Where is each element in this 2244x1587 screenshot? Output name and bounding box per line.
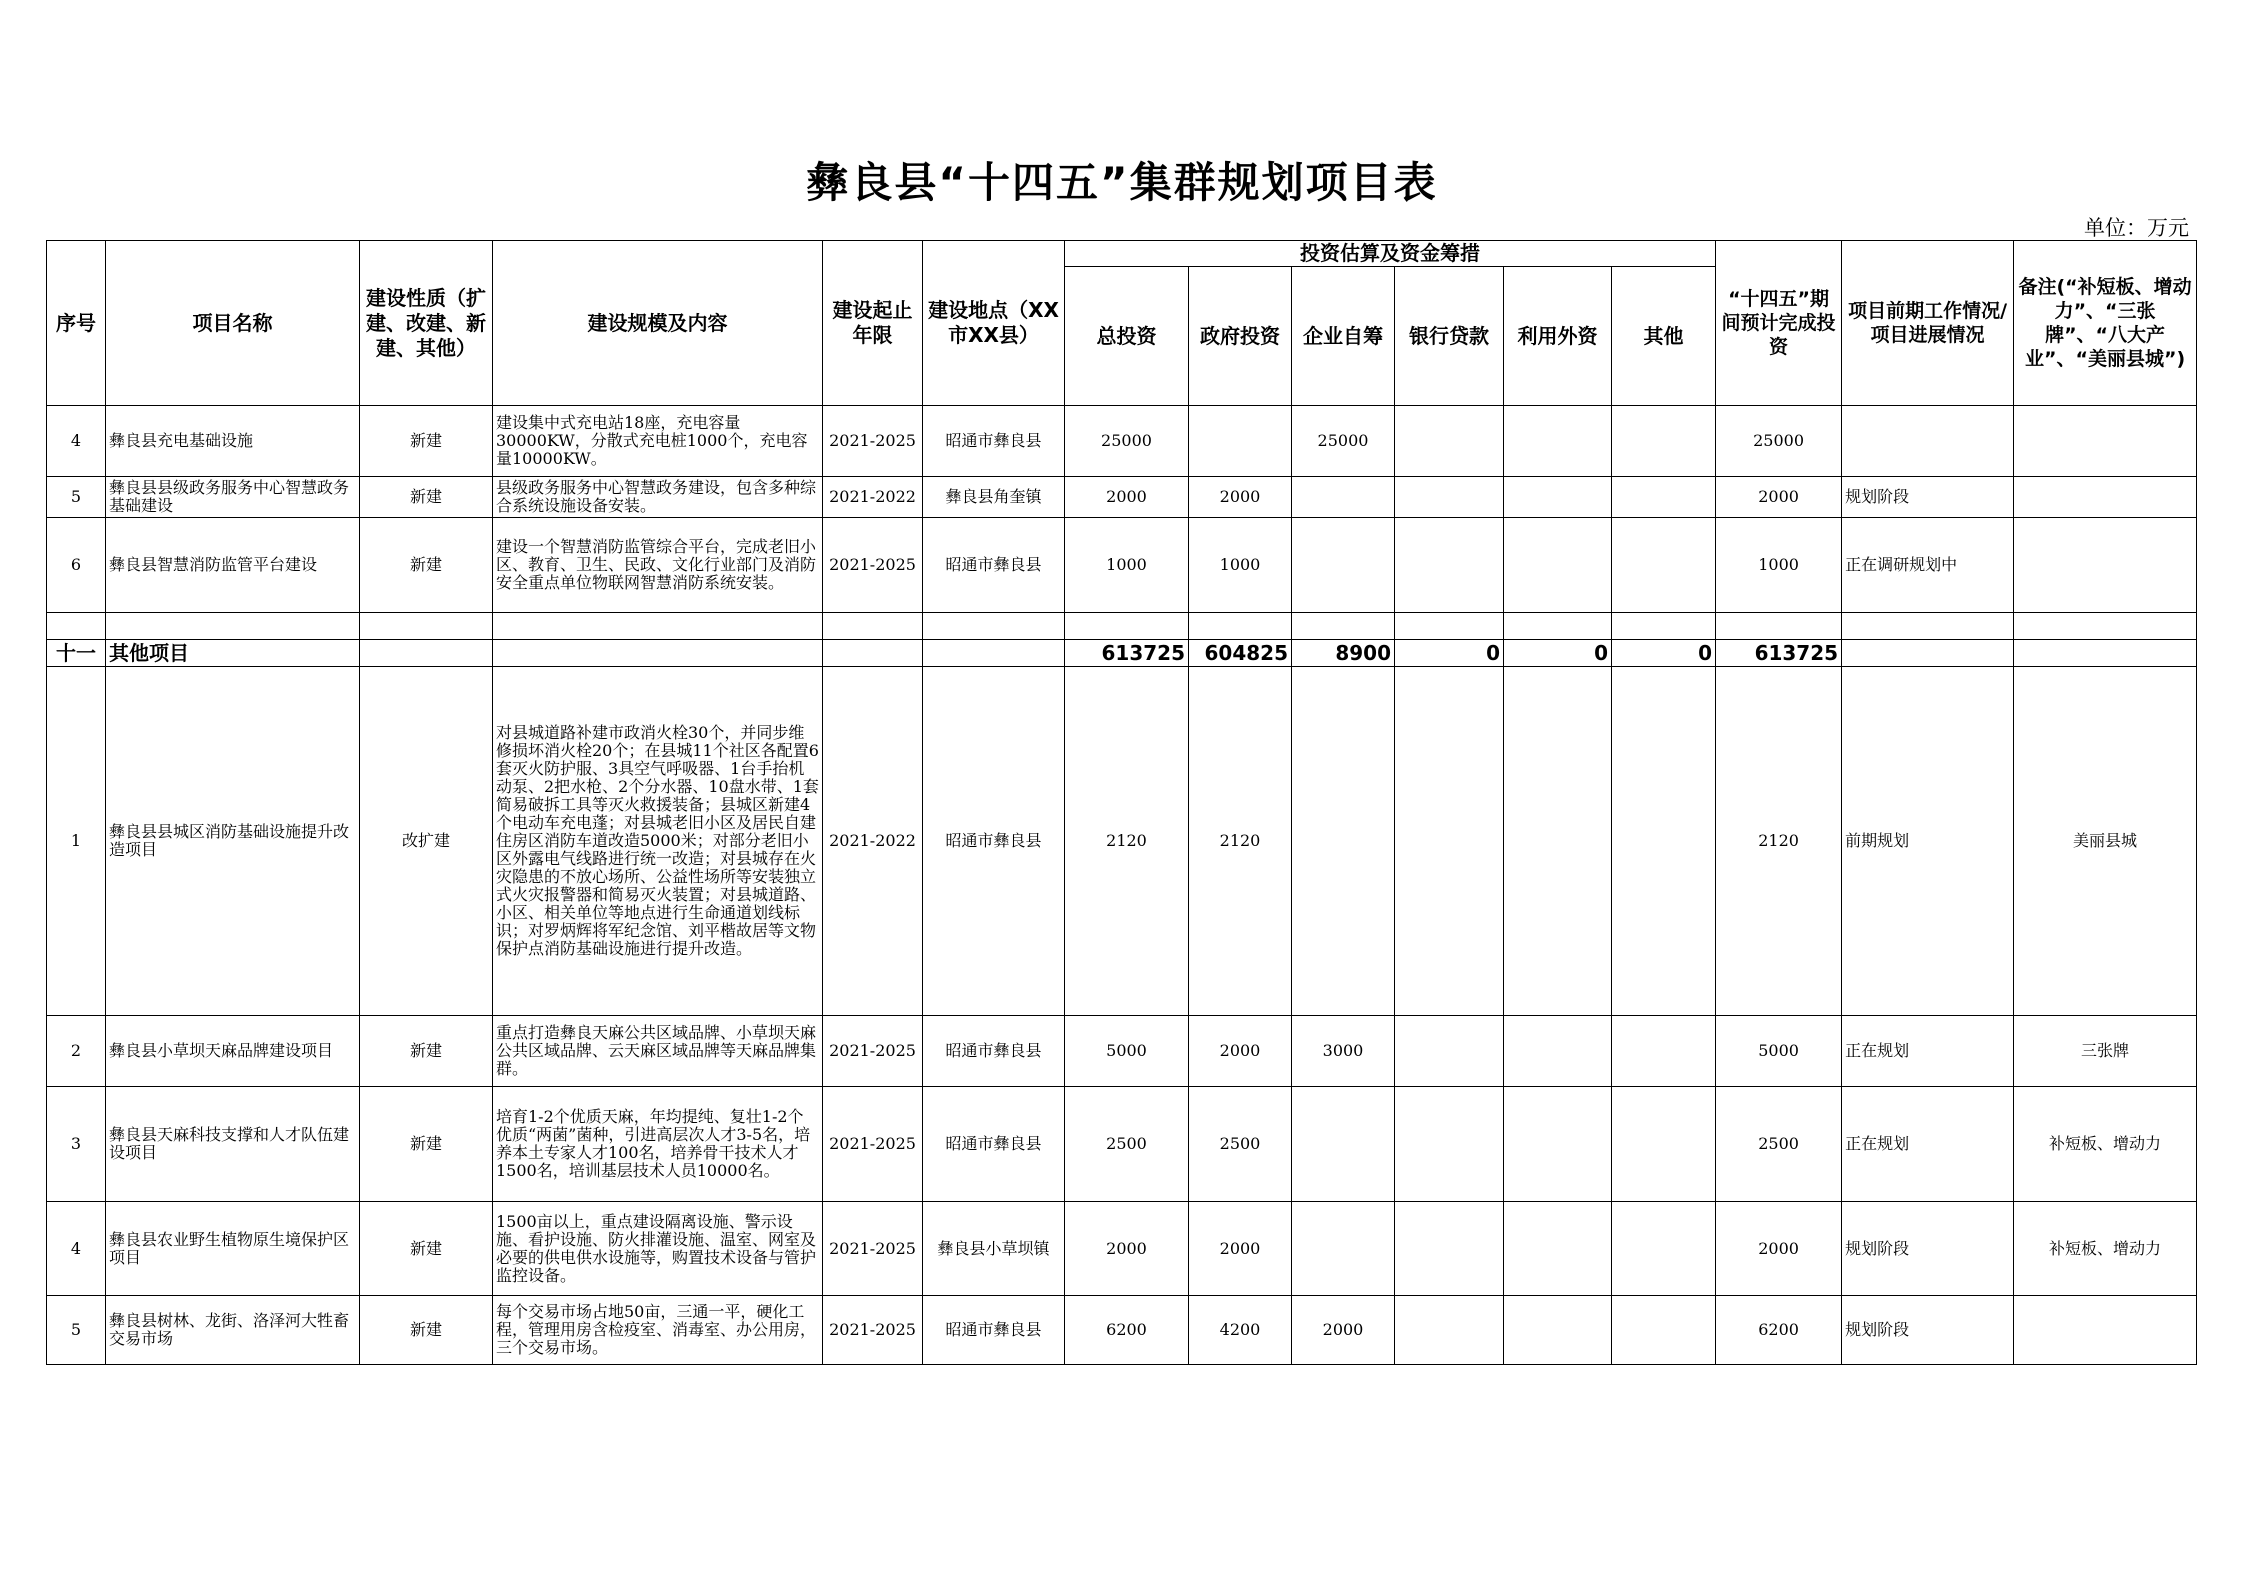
cell-progress: 前期规划 — [1842, 667, 2014, 1016]
cell-period: 2021-2025 — [823, 1202, 923, 1296]
cell-name: 彝良县天麻科技支撑和人才队伍建设项目 — [106, 1087, 360, 1202]
cell-period: 2021-2025 — [823, 1296, 923, 1365]
cell-location: 彝良县角奎镇 — [923, 477, 1065, 518]
cell-seq: 1 — [47, 667, 106, 1016]
cell-nature: 新建 — [360, 477, 493, 518]
cell-name: 彝良县树林、龙街、洛泽河大牲畜交易市场 — [106, 1296, 360, 1365]
cell-seq: 3 — [47, 1087, 106, 1202]
cell-remark: 补短板、增动力 — [2014, 1202, 2197, 1296]
cell-nature: 改扩建 — [360, 667, 493, 1016]
cell-scale: 县级政务服务中心智慧政务建设，包含多种综合系统设施设备安装。 — [493, 477, 823, 518]
cell-seq: 5 — [47, 477, 106, 518]
cell-scale: 对县城道路补建市政消火栓30个，并同步维修损坏消火栓20个；在县城11个社区各配置6套灭火防护服、3具空气呼吸器、1台手抬机动泵、2把水枪、2个分水器、10盘水带、1套简易破拆工具等灭火救援装备；县城区新建4个电动车充电蓬；对县城老旧小区及居民自建住房区消防车道改造5000米；对部分老旧小区外露电气线路进行统一改造；对县城存在火灾隐患的不放心场所、公益性场所等安装独立式火灾报警器和简易灭火装置；对县城道路、小区、相关单位等地点进行生命通道划线标识；对罗炳辉将军纪念馆、刘平楷故居等文物保护点消防基础设施进行提升改造。 — [493, 667, 823, 1016]
cell-planned: 2120 — [1716, 667, 1842, 1016]
cell-remark — [2014, 477, 2197, 518]
section-planned: 613725 — [1716, 640, 1842, 667]
cell-other — [1612, 1296, 1716, 1365]
table-row — [47, 518, 2197, 613]
cell-planned: 2000 — [1716, 1202, 1842, 1296]
cell-remark — [2014, 1296, 2197, 1365]
cell-scale: 建设一个智慧消防监管综合平台，完成老旧小区、教育、卫生、民政、文化行业部门及消防安全重点单位物联网智慧消防系统安装。 — [493, 518, 823, 613]
cell-period: 2021-2022 — [823, 477, 923, 518]
cell-gov: 4200 — [1189, 1296, 1292, 1365]
cell-seq: 4 — [47, 1202, 106, 1296]
cell-nature: 新建 — [360, 1296, 493, 1365]
cell-remark: 三张牌 — [2014, 1016, 2197, 1087]
header-remark: 备注(“补短板、增动力”、“三张牌”、“八大产业”、“美丽县城”) — [2014, 241, 2197, 406]
cell-other — [1612, 1016, 1716, 1087]
table-row — [47, 1087, 2197, 1202]
cell-foreign — [1504, 667, 1612, 1016]
table-row — [47, 1296, 2197, 1365]
section-bank: 0 — [1395, 640, 1504, 667]
cell-period: 2021-2025 — [823, 518, 923, 613]
section-enterprise: 8900 — [1292, 640, 1395, 667]
cell-name: 彝良县智慧消防监管平台建设 — [106, 518, 360, 613]
cell-bank — [1395, 518, 1504, 613]
unit-label: 单位：万元 — [2084, 216, 2189, 240]
cell-location: 彝良县小草坝镇 — [923, 1202, 1065, 1296]
cell-name: 彝良县县级政务服务中心智慧政务基础建设 — [106, 477, 360, 518]
cell-enterprise: 2000 — [1292, 1296, 1395, 1365]
cell-total: 6200 — [1065, 1296, 1189, 1365]
cell-enterprise — [1292, 1202, 1395, 1296]
cell-gov: 2120 — [1189, 667, 1292, 1016]
cell-foreign — [1504, 1087, 1612, 1202]
cell-location: 昭通市彝良县 — [923, 518, 1065, 613]
cell-remark — [2014, 518, 2197, 613]
header-period: 建设起止年限 — [823, 241, 923, 406]
header-bank: 银行贷款 — [1395, 267, 1504, 406]
cell-remark — [2014, 406, 2197, 477]
cell-progress: 正在规划 — [1842, 1087, 2014, 1202]
cell-bank — [1395, 1296, 1504, 1365]
header-invest-group: 投资估算及资金筹措 — [1065, 241, 1716, 267]
header-scale: 建设规模及内容 — [493, 241, 823, 406]
cell-total: 2000 — [1065, 477, 1189, 518]
cell-bank — [1395, 1202, 1504, 1296]
section-foreign: 0 — [1504, 640, 1612, 667]
header-enterprise: 企业自筹 — [1292, 267, 1395, 406]
cell-progress: 正在规划 — [1842, 1016, 2014, 1087]
cell-bank — [1395, 406, 1504, 477]
cell-total: 5000 — [1065, 1016, 1189, 1087]
page-title: 彝良县“十四五”集群规划项目表 — [806, 158, 1438, 207]
cell-total: 1000 — [1065, 518, 1189, 613]
cell-total: 2000 — [1065, 1202, 1189, 1296]
cell-name: 彝良县农业野生植物原生境保护区项目 — [106, 1202, 360, 1296]
cell-foreign — [1504, 1296, 1612, 1365]
cell-other — [1612, 518, 1716, 613]
cell-enterprise: 3000 — [1292, 1016, 1395, 1087]
cell-other — [1612, 406, 1716, 477]
cell-planned: 1000 — [1716, 518, 1842, 613]
table-row — [47, 1016, 2197, 1087]
cell-progress: 正在调研规划中 — [1842, 518, 2014, 613]
cell-other — [1612, 1202, 1716, 1296]
cell-progress: 规划阶段 — [1842, 1296, 2014, 1365]
header-total: 总投资 — [1065, 267, 1189, 406]
cell-location: 昭通市彝良县 — [923, 406, 1065, 477]
table-row — [47, 406, 2197, 477]
cell-bank — [1395, 1087, 1504, 1202]
cell-remark: 补短板、增动力 — [2014, 1087, 2197, 1202]
header-progress: 项目前期工作情况/项目进展情况 — [1842, 241, 2014, 406]
cell-seq: 5 — [47, 1296, 106, 1365]
cell-gov: 2000 — [1189, 477, 1292, 518]
cell-name: 彝良县小草坝天麻品牌建设项目 — [106, 1016, 360, 1087]
cell-foreign — [1504, 406, 1612, 477]
cell-nature: 新建 — [360, 1202, 493, 1296]
header-location: 建设地点（XX市XX县） — [923, 241, 1065, 406]
cell-other — [1612, 477, 1716, 518]
cell-location: 昭通市彝良县 — [923, 667, 1065, 1016]
cell-location: 昭通市彝良县 — [923, 1016, 1065, 1087]
section-row — [47, 640, 2197, 667]
cell-name: 彝良县充电基础设施 — [106, 406, 360, 477]
cell-scale: 每个交易市场占地50亩，三通一平，硬化工程，管理用房含检疫室、消毒室、办公用房，三个交易市场。 — [493, 1296, 823, 1365]
cell-foreign — [1504, 1202, 1612, 1296]
cell-gov: 1000 — [1189, 518, 1292, 613]
cell-enterprise — [1292, 1087, 1395, 1202]
cell-foreign — [1504, 1016, 1612, 1087]
cell-bank — [1395, 667, 1504, 1016]
cell-gov: 2000 — [1189, 1016, 1292, 1087]
section-name: 其他项目 — [106, 640, 360, 667]
table-row — [47, 1202, 2197, 1296]
blank-row — [47, 613, 2197, 640]
cell-planned: 5000 — [1716, 1016, 1842, 1087]
cell-gov: 2500 — [1189, 1087, 1292, 1202]
section-seq: 十一 — [47, 640, 106, 667]
cell-seq: 2 — [47, 1016, 106, 1087]
cell-gov — [1189, 406, 1292, 477]
cell-progress — [1842, 406, 2014, 477]
cell-foreign — [1504, 518, 1612, 613]
cell-planned: 25000 — [1716, 406, 1842, 477]
cell-scale: 建设集中式充电站18座，充电容量30000KW，分散式充电桩1000个，充电容量10000KW。 — [493, 406, 823, 477]
cell-nature: 新建 — [360, 406, 493, 477]
cell-planned: 2500 — [1716, 1087, 1842, 1202]
cell-location: 昭通市彝良县 — [923, 1087, 1065, 1202]
cell-period: 2021-2022 — [823, 667, 923, 1016]
header-row-1 — [47, 241, 2197, 267]
project-table — [46, 240, 2197, 1365]
cell-planned: 6200 — [1716, 1296, 1842, 1365]
cell-planned: 2000 — [1716, 477, 1842, 518]
section-gov: 604825 — [1189, 640, 1292, 667]
cell-total: 2120 — [1065, 667, 1189, 1016]
cell-scale: 重点打造彝良天麻公共区域品牌、小草坝天麻公共区域品牌、云天麻区域品牌等天麻品牌集群。 — [493, 1016, 823, 1087]
cell-enterprise: 25000 — [1292, 406, 1395, 477]
section-total: 613725 — [1065, 640, 1189, 667]
header-planned: “十四五”期间预计完成投资 — [1716, 241, 1842, 406]
table-row — [47, 667, 2197, 1016]
header-seq: 序号 — [47, 241, 106, 406]
cell-scale: 1500亩以上，重点建设隔离设施、警示设施、看护设施、防火排灌设施、温室、网室及必要的供电供水设施等，购置技术设备与管护监控设备。 — [493, 1202, 823, 1296]
cell-other — [1612, 1087, 1716, 1202]
cell-enterprise — [1292, 477, 1395, 518]
cell-total: 25000 — [1065, 406, 1189, 477]
cell-enterprise — [1292, 667, 1395, 1016]
cell-enterprise — [1292, 518, 1395, 613]
cell-bank — [1395, 1016, 1504, 1087]
cell-foreign — [1504, 477, 1612, 518]
cell-period: 2021-2025 — [823, 1016, 923, 1087]
cell-nature: 新建 — [360, 1016, 493, 1087]
cell-total: 2500 — [1065, 1087, 1189, 1202]
section-other: 0 — [1612, 640, 1716, 667]
cell-other — [1612, 667, 1716, 1016]
cell-name: 彝良县县城区消防基础设施提升改造项目 — [106, 667, 360, 1016]
cell-period: 2021-2025 — [823, 406, 923, 477]
table-row — [47, 477, 2197, 518]
cell-nature: 新建 — [360, 1087, 493, 1202]
cell-progress: 规划阶段 — [1842, 1202, 2014, 1296]
header-gov: 政府投资 — [1189, 267, 1292, 406]
cell-progress: 规划阶段 — [1842, 477, 2014, 518]
cell-gov: 2000 — [1189, 1202, 1292, 1296]
cell-remark: 美丽县城 — [2014, 667, 2197, 1016]
header-other: 其他 — [1612, 267, 1716, 406]
cell-period: 2021-2025 — [823, 1087, 923, 1202]
cell-scale: 培育1-2个优质天麻，年均提纯、复壮1-2个优质“两菌”菌种，引进高层次人才3-5名，培养本土专家人才100名，培养骨干技术人才1500名，培训基层技术人员10000名。 — [493, 1087, 823, 1202]
cell-seq: 6 — [47, 518, 106, 613]
cell-seq: 4 — [47, 406, 106, 477]
header-name: 项目名称 — [106, 241, 360, 406]
cell-bank — [1395, 477, 1504, 518]
cell-nature: 新建 — [360, 518, 493, 613]
header-nature: 建设性质（扩建、改建、新建、其他） — [360, 241, 493, 406]
cell-location: 昭通市彝良县 — [923, 1296, 1065, 1365]
header-foreign: 利用外资 — [1504, 267, 1612, 406]
